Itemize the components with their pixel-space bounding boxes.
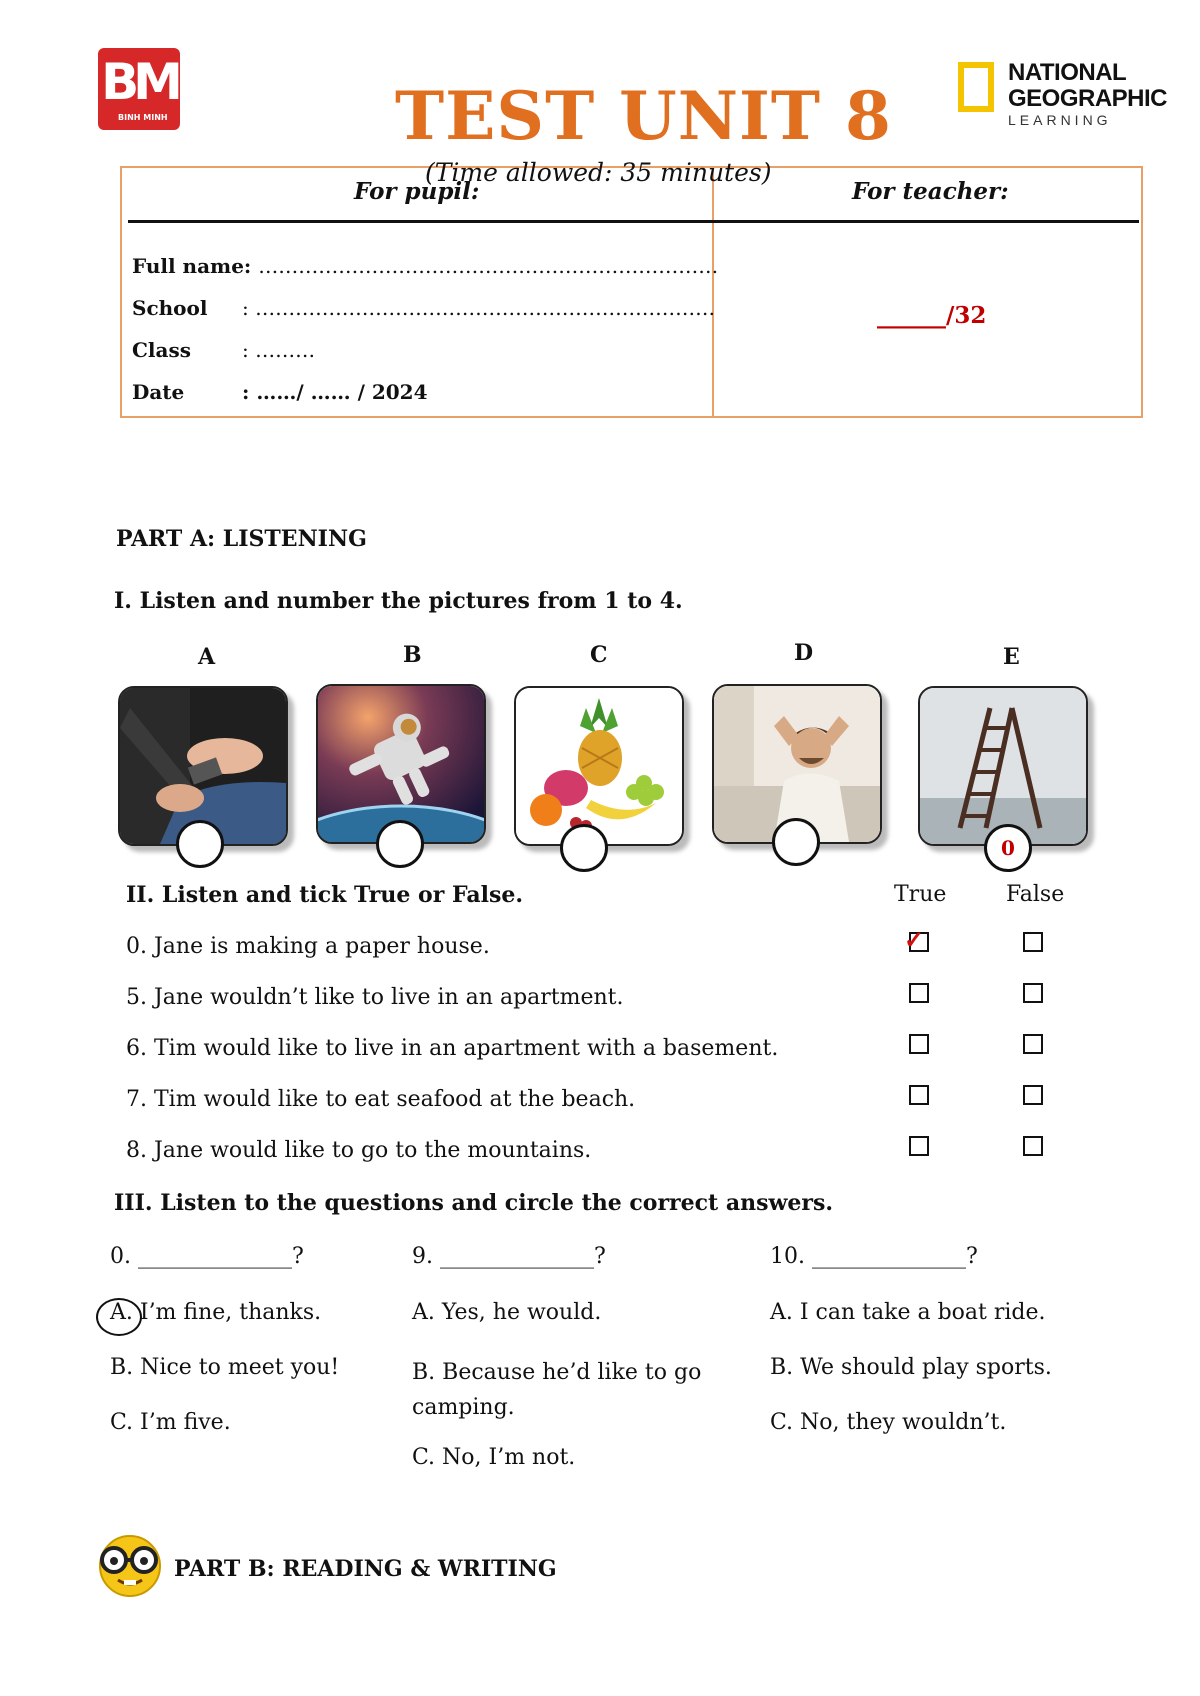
class-field[interactable]: Class : ……… <box>132 338 316 362</box>
section-2-title: II. Listen and tick True or False. <box>126 882 524 908</box>
picture-label-c: C <box>590 642 608 668</box>
logo-subtitle: BINH MINH <box>118 113 168 122</box>
binh-minh-logo <box>98 48 180 130</box>
question-9-option-a[interactable]: A. Yes, he would. <box>412 1300 602 1325</box>
true-column-header: True <box>894 882 947 907</box>
false-column-header: False <box>1006 882 1065 907</box>
answer-circle-d[interactable] <box>772 818 820 866</box>
picture-label-d: D <box>794 640 814 666</box>
true-checkbox-8[interactable] <box>909 1136 929 1156</box>
true-checkbox-6[interactable] <box>909 1034 929 1054</box>
part-a-title: PART A: LISTENING <box>116 526 367 552</box>
school-field[interactable]: School : …………………………………………………………… <box>132 296 716 320</box>
question-10-option-b[interactable]: B. We should play sports. <box>770 1355 1052 1380</box>
pupil-header: For pupil: <box>354 178 480 205</box>
header-rule <box>128 220 1139 223</box>
answer-circle-c[interactable] <box>560 824 608 872</box>
question-9-prompt: 9. ______________? <box>412 1244 606 1269</box>
teacher-header: For teacher: <box>852 178 1009 205</box>
logo-text: NATIONAL GEOGRAPHIC <box>1008 59 1168 112</box>
info-table <box>120 166 1143 418</box>
logo-monogram: BM <box>101 53 177 111</box>
nerd-smiley-icon <box>84 1530 174 1600</box>
national-geographic-logo <box>958 59 1168 140</box>
page-title: TEST UNIT 8 <box>395 77 892 155</box>
picture-ladder <box>918 686 1088 846</box>
false-checkbox-8[interactable] <box>1023 1136 1043 1156</box>
score-box[interactable]: ______/32 <box>877 302 987 329</box>
statement-0: 0. Jane is making a paper house. <box>126 934 490 959</box>
picture-label-e: E <box>1003 644 1020 670</box>
picture-label-a: A <box>198 644 216 670</box>
table-divider <box>712 168 714 416</box>
question-0-option-b[interactable]: B. Nice to meet you! <box>110 1355 340 1380</box>
ladder-image <box>920 688 1086 844</box>
true-checkbox-5[interactable] <box>909 983 929 1003</box>
full-name-field[interactable]: Full name: …………………………………………………………… <box>132 254 719 278</box>
false-checkbox-5[interactable] <box>1023 983 1043 1003</box>
selected-answer-circle <box>96 1298 142 1336</box>
question-9-option-b[interactable]: B. Because he’d like to go camping. <box>412 1360 702 1420</box>
statement-5: 5. Jane wouldn’t like to live in an apartment. <box>126 985 624 1010</box>
false-checkbox-6[interactable] <box>1023 1034 1043 1054</box>
section-1-title: I. Listen and number the pictures from 1 to 4. <box>114 588 683 614</box>
picture-fruit <box>514 686 684 846</box>
astronaut-image <box>318 686 484 842</box>
picture-label-b: B <box>403 642 422 668</box>
date-field[interactable]: Date : ……/ …… / 2024 <box>132 380 428 404</box>
yellow-frame-icon <box>958 62 994 112</box>
question-10-option-a[interactable]: A. I can take a boat ride. <box>770 1300 1046 1325</box>
fruit-image <box>516 688 682 844</box>
false-checkbox-7[interactable] <box>1023 1085 1043 1105</box>
true-checkbox-7[interactable] <box>909 1085 929 1105</box>
answer-circle-b[interactable] <box>376 820 424 868</box>
question-9-option-c[interactable]: C. No, I’m not. <box>412 1445 576 1470</box>
statement-6: 6. Tim would like to live in an apartment with a basement. <box>126 1036 779 1061</box>
question-10-option-c[interactable]: C. No, they wouldn’t. <box>770 1410 1007 1435</box>
section-3-title: III. Listen to the questions and circle the correct answers. <box>114 1190 834 1216</box>
statement-7: 7. Tim would like to eat seafood at the beach. <box>126 1087 636 1112</box>
part-b-title: PART B: READING & WRITING <box>174 1556 557 1582</box>
statement-8: 8. Jane would like to go to the mountains. <box>126 1138 592 1163</box>
logo-learning: LEARNING <box>1008 112 1112 128</box>
question-0-option-a[interactable]: A. I’m fine, thanks. <box>110 1300 322 1325</box>
question-0-option-c[interactable]: C. I’m five. <box>110 1410 231 1435</box>
question-10-prompt: 10. ______________? <box>770 1244 978 1269</box>
false-checkbox-0[interactable] <box>1023 932 1043 952</box>
time-allowed: (Time allowed: 35 minutes) <box>425 158 772 187</box>
check-icon: ✓ <box>904 925 925 954</box>
answer-circle-e[interactable]: 0 <box>984 824 1032 872</box>
answer-circle-a[interactable] <box>176 820 224 868</box>
question-0-prompt: 0. ______________? <box>110 1244 304 1269</box>
